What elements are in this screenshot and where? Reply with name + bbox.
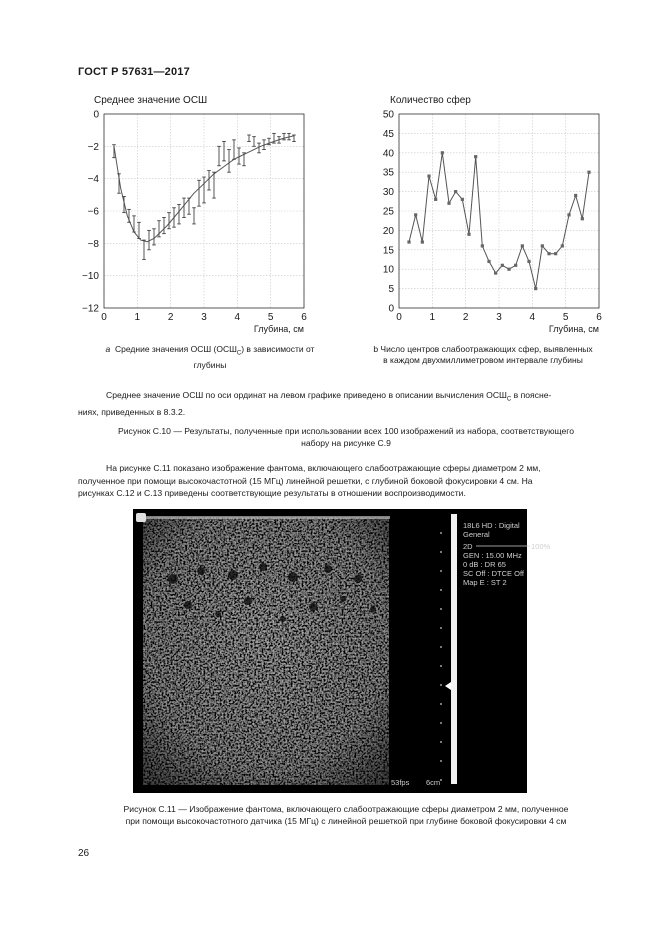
- depth-tick: [440, 532, 442, 534]
- data-point: [587, 171, 590, 174]
- x-tick-label: 1: [134, 312, 141, 323]
- y-tick-label: −10: [82, 271, 99, 283]
- data-point: [501, 264, 504, 267]
- data-point: [447, 202, 450, 205]
- page-number: 26: [78, 848, 90, 859]
- note-line2: ниях, приведенных в 8.3.2.: [78, 407, 186, 418]
- note-sub: C: [506, 396, 512, 403]
- subcaption-a-line2: глубины: [193, 359, 227, 370]
- depth-tick: [440, 665, 442, 667]
- x-axis-label: Глубина, см: [548, 324, 599, 334]
- data-point: [554, 252, 557, 255]
- data-point: [541, 244, 544, 247]
- data-point: [481, 244, 484, 247]
- data-point: [514, 264, 517, 267]
- y-tick-label: −4: [87, 174, 99, 186]
- fig10-line1: Рисунок С.10 — Результаты, полученные при использовании всех 100 изображений из набора, соответствующего: [117, 426, 574, 436]
- body-line2: полученное при помощи высокочастотной (15 МГц) линейной решетки, с глубиной боковой фокусировки 4 см. На: [78, 475, 533, 486]
- x-tick-label: 4: [234, 312, 241, 323]
- speckle-region: [143, 517, 389, 785]
- us-sc: SC Off : DTCE Off: [463, 569, 524, 578]
- note-paragraph: [78, 389, 614, 419]
- data-point: [567, 213, 570, 216]
- x-tick-label: 6: [301, 312, 307, 323]
- subcaption-b: [342, 344, 624, 366]
- us-gain: 0 dB : DR 65: [463, 560, 506, 569]
- data-point: [521, 244, 524, 247]
- subcaption-a-sub: C: [236, 350, 242, 357]
- depth-tick: [440, 627, 442, 629]
- data-point: [574, 194, 577, 197]
- depth-tick: [440, 760, 442, 762]
- data-point: [454, 190, 457, 193]
- depth-tick: [440, 703, 442, 705]
- us-mode: 2D: [463, 542, 473, 551]
- body-line1: На рисунке С.11 показано изображение фантома, включающего слабоотражающие сферы диаметром 2 мм,: [106, 463, 541, 473]
- x-tick-label: 0: [101, 312, 107, 323]
- x-tick-label: 4: [529, 312, 536, 323]
- body-line3: рисунках С.12 и С.13 приведены соответствующие результаты в отношении воспроизводимости.: [78, 488, 466, 499]
- subcaption-b-line1: b Число центров слабоотражающих сфер, выявленных: [373, 344, 593, 354]
- y-tick-label: 40: [382, 148, 394, 160]
- x-tick-label: 0: [396, 312, 402, 323]
- depth-tick: [440, 589, 442, 591]
- depth-tick: [440, 779, 442, 781]
- chart-b-title: Количество сфер: [390, 95, 471, 106]
- figure-c10-caption: [72, 425, 620, 450]
- y-tick-label: 0: [93, 109, 99, 121]
- x-tick-label: 3: [496, 312, 502, 323]
- x-tick-label: 6: [596, 312, 602, 323]
- data-point: [434, 198, 437, 201]
- orientation-marker-icon: [136, 513, 146, 522]
- chart-a: [60, 104, 330, 344]
- data-point: [547, 252, 550, 255]
- ultrasound-image: [133, 509, 551, 793]
- us-fps: 53fps: [391, 778, 410, 787]
- data-point: [441, 151, 444, 154]
- y-tick-label: 0: [388, 303, 394, 315]
- body-paragraph: [78, 462, 614, 500]
- y-tick-label: 10: [382, 264, 394, 276]
- data-point: [421, 240, 424, 243]
- data-point: [414, 213, 417, 216]
- x-tick-label: 2: [462, 312, 469, 323]
- data-point: [487, 260, 490, 263]
- subcaption-a-post: ) в зависимости от: [241, 344, 315, 354]
- subcaption-a-letter: a: [105, 344, 111, 354]
- figure-c11-caption: [72, 803, 620, 828]
- us-probe: 18L6 HD : Digital: [463, 521, 520, 530]
- us-power: 100%: [531, 542, 551, 551]
- subcaption-b-line2: в каждом двухмиллиметровом интервале глубины: [383, 355, 583, 365]
- fig11-line2: при помощи высокочастотного датчика (15 МГц) с линейной решеткой при глубине боковой фокусировки 4 см: [125, 816, 567, 827]
- note-post: в поясне-: [511, 390, 552, 400]
- x-axis-label: Глубина, см: [253, 324, 304, 334]
- y-tick-label: 20: [382, 225, 394, 237]
- chart-a-title: Среднее значение ОСШ: [94, 95, 208, 106]
- y-tick-label: 45: [382, 128, 394, 140]
- data-point: [527, 260, 530, 263]
- data-point: [534, 287, 537, 290]
- y-tick-label: 15: [382, 245, 394, 257]
- x-tick-label: 3: [201, 312, 207, 323]
- depth-tick: [440, 722, 442, 724]
- data-point: [474, 155, 477, 158]
- data-point: [507, 268, 510, 271]
- y-tick-label: −12: [82, 303, 99, 315]
- y-tick-label: −6: [87, 206, 99, 218]
- data-point: [561, 244, 564, 247]
- grayscale-bar: [451, 514, 457, 784]
- data-point: [494, 271, 497, 274]
- x-tick-label: 2: [167, 312, 174, 323]
- data-point: [407, 240, 410, 243]
- chart-b: [355, 104, 625, 344]
- note-pre: Среднее значение ОСШ по оси ординат на левом графике приведено в описании вычисления ОСШ: [106, 390, 507, 400]
- fig11-line1: Рисунок С.11 — Изображение фантома, включающего слабоотражающие сферы диаметром 2 мм, полученное: [123, 804, 569, 814]
- y-tick-label: 5: [388, 284, 394, 296]
- data-point: [581, 217, 584, 220]
- y-tick-label: 50: [382, 109, 394, 121]
- y-tick-label: −2: [87, 141, 99, 153]
- data-point: [467, 233, 470, 236]
- depth-tick: [440, 608, 442, 610]
- depth-tick: [440, 551, 442, 553]
- y-tick-label: 25: [382, 206, 394, 218]
- us-depth: 6cm: [426, 778, 441, 787]
- subcaption-a-pre: Средние значения ОСШ (ОСШ: [115, 344, 237, 354]
- standard-header: ГОСТ Р 57631—2017: [78, 66, 190, 78]
- data-point: [461, 198, 464, 201]
- x-tick-label: 5: [562, 312, 569, 323]
- depth-tick: [440, 570, 442, 572]
- depth-tick: [440, 684, 442, 686]
- subcaption-a: [74, 344, 346, 371]
- depth-tick: [440, 741, 442, 743]
- us-preset: General: [463, 530, 490, 539]
- y-tick-label: −8: [87, 238, 99, 250]
- fig10-line2: набору на рисунке С.9: [301, 438, 391, 449]
- us-gen: GEN : 15.00 MHz: [463, 551, 522, 560]
- x-tick-label: 5: [267, 312, 274, 323]
- x-tick-label: 1: [429, 312, 436, 323]
- data-point: [427, 174, 430, 177]
- y-tick-label: 30: [382, 187, 394, 199]
- us-map: Map E : ST 2: [463, 578, 507, 587]
- depth-tick: [440, 646, 442, 648]
- y-tick-label: 35: [382, 167, 394, 179]
